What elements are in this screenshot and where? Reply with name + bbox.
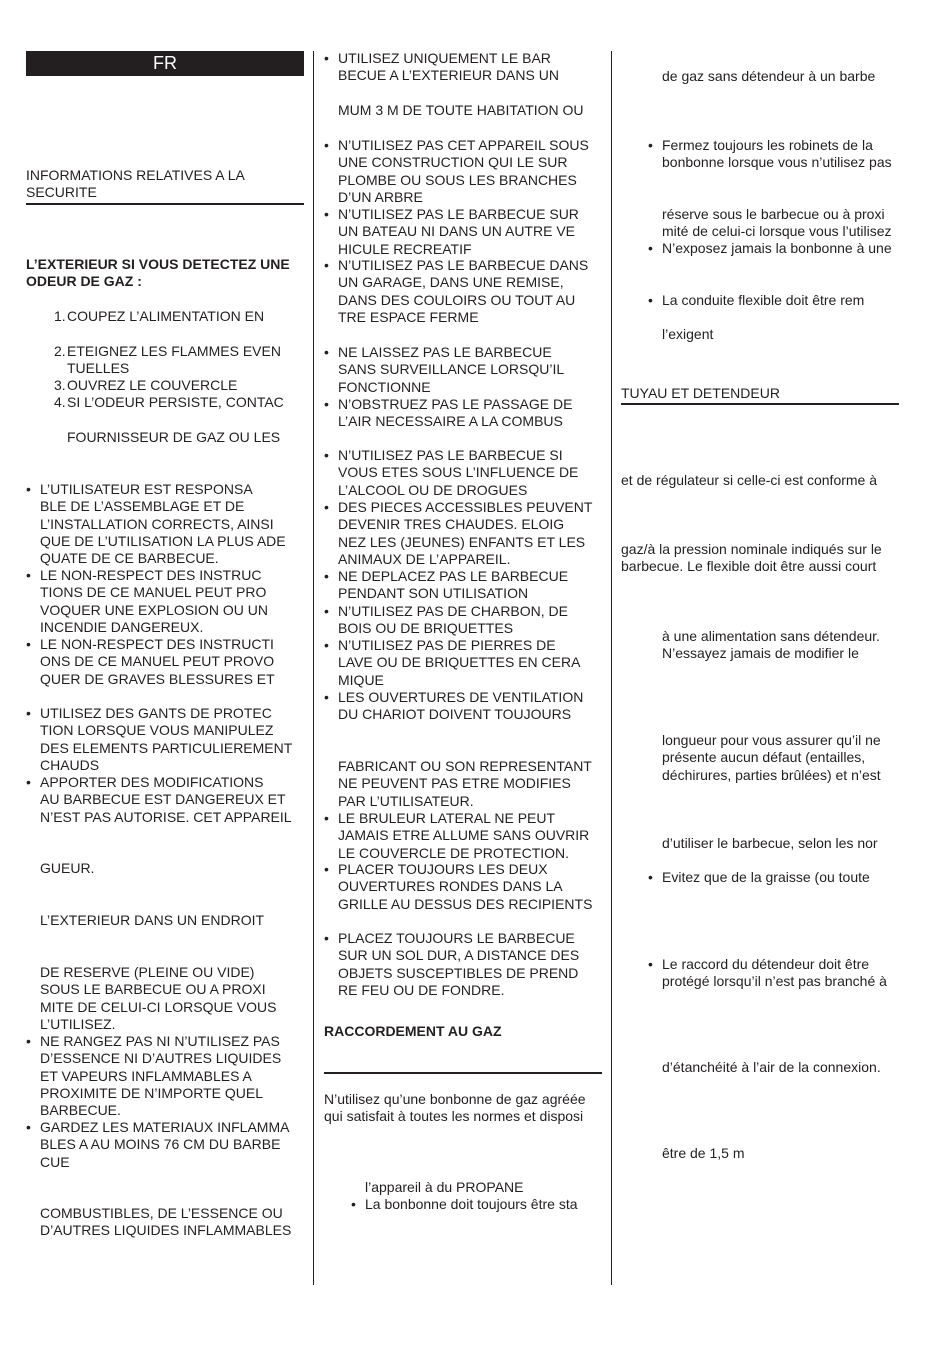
text-fragment: COMBUSTIBLES, DE L’ESSENCE OU D’AUTRES LIQUIDES INFLAMMABLES bbox=[40, 1205, 292, 1239]
safety-heading-rule bbox=[26, 203, 304, 205]
bullet-marker: • bbox=[26, 636, 31, 652]
bullet-text: N’UTILISEZ PAS LE BARBECUE SI VOUS ETES SOUS L’INFLUENCE DE L’ALCOOL OU DE DROGUES bbox=[338, 447, 579, 498]
text-fragment: L’EXTERIEUR DANS UN ENDROIT bbox=[40, 912, 265, 928]
bullet-marker: • bbox=[26, 774, 31, 790]
bullet-marker: • bbox=[324, 810, 329, 826]
bullet-text: N’UTILISEZ PAS CET APPAREIL SOUS UNE CONSTRUCTION QUI LE SUR PLOMBE OU SOUS LES BRANCHES D’UN ARBRE bbox=[338, 137, 589, 205]
bullet-item bbox=[324, 603, 602, 638]
bullet-marker: • bbox=[324, 257, 329, 273]
bullet-text: NE LAISSEZ PAS LE BARBECUE SANS SURVEILLANCE LORSQU’IL FONCTIONNE bbox=[338, 344, 565, 395]
bullet-text: Fermez toujours les robinets de la bonbonne lorsque vous n’utilisez pas bbox=[662, 137, 892, 171]
bullet-text: NE RANGEZ PAS NI N’UTILISEZ PAS D’ESSENCE NI D’AUTRES LIQUIDES ET VAPEURS INFLAMMABLES A PROXIMITE DE N’IMPORTE QUEL BARBECUE. bbox=[40, 1033, 282, 1119]
bullet-text: LE BRULEUR LATERAL NE PEUT JAMAIS ETRE ALLUME SANS OUVRIR LE COUVERCLE DE PROTECTION. bbox=[338, 810, 590, 861]
bullet-text: LES OUVERTURES DE VENTILATION DU CHARIOT DOIVENT TOUJOURS bbox=[338, 689, 584, 723]
bullet-item bbox=[648, 137, 900, 172]
step-number: 2. bbox=[54, 343, 66, 359]
bullet-item bbox=[26, 481, 304, 567]
text-fragment: l’exigent bbox=[662, 326, 714, 342]
step-text: SI L’ODEUR PERSISTE, CONTAC bbox=[67, 394, 284, 410]
bullet-marker: • bbox=[351, 1196, 356, 1212]
bullet-marker: • bbox=[324, 930, 329, 946]
bullet-item bbox=[324, 206, 602, 258]
bullet-item bbox=[324, 257, 602, 326]
bullet-item bbox=[324, 568, 602, 603]
text-fragment: réserve sous le barbecue ou à proxi mité de celui-ci lorsque vous l’utilisez bbox=[662, 206, 892, 240]
step-number: 1. bbox=[54, 308, 66, 324]
safety-heading: INFORMATIONS RELATIVES A LA SECURITE bbox=[26, 167, 245, 201]
bullet-item bbox=[351, 1196, 602, 1213]
step-text: ETEIGNEZ LES FLAMMES EVEN TUELLES bbox=[67, 343, 281, 377]
bullet-marker: • bbox=[648, 956, 653, 972]
bullet-text: N’UTILISEZ PAS LE BARBECUE SUR UN BATEAU NI DANS UN AUTRE VE HICULE RECREATIF bbox=[338, 206, 579, 257]
step-text: OUVREZ LE COUVERCLE bbox=[67, 377, 238, 393]
bullet-text: N’UTILISEZ PAS DE PIERRES DE LAVE OU DE BRIQUETTES EN CERA MIQUE bbox=[338, 637, 581, 688]
bullet-marker: • bbox=[26, 1033, 31, 1049]
bullet-text: APPORTER DES MODIFICATIONS AU BARBECUE EST DANGEREUX ET N’EST PAS AUTORISE. CET APPAREIL bbox=[40, 774, 292, 825]
bullet-item bbox=[324, 810, 602, 862]
text-fragment: GUEUR. bbox=[40, 860, 95, 876]
bullet-marker: • bbox=[324, 568, 329, 584]
bullet-text: GARDEZ LES MATERIAUX INFLAMMA BLES A AU MOINS 76 CM DU BARBE CUE bbox=[40, 1119, 290, 1170]
hose-regulator-rule bbox=[621, 403, 899, 405]
bullet-item bbox=[26, 705, 304, 774]
bullet-marker: • bbox=[648, 137, 653, 153]
bullet-text: NE DEPLACEZ PAS LE BARBECUE PENDANT SON UTILISATION bbox=[338, 568, 569, 602]
bullet-marker: • bbox=[26, 1119, 31, 1135]
bullet-item bbox=[324, 637, 602, 689]
bullet-text: PLACER TOUJOURS LES DEUX OUVERTURES RONDES DANS LA GRILLE AU DESSUS DES RECIPIENTS bbox=[338, 861, 593, 912]
bullet-item bbox=[648, 869, 900, 886]
step-text: COUPEZ L’ALIMENTATION EN bbox=[67, 308, 265, 324]
bullet-text: L’UTILISATEUR EST RESPONSA BLE DE L’ASSEMBLAGE ET DE L’INSTALLATION CORRECTS, AINSI QUE DE L’UTILISATION LA PLUS ADE QUATE DE CE BARBECUE. bbox=[40, 481, 286, 567]
text-fragment: DE RESERVE (PLEINE OU VIDE) SOUS LE BARBECUE OU A PROXI MITE DE CELUI-CI LORSQUE VOUS L’UTILISEZ. bbox=[40, 964, 277, 1032]
bullet-item bbox=[324, 861, 602, 913]
gas-connection-rule bbox=[324, 1072, 602, 1074]
bullet-text: DES PIECES ACCESSIBLES PEUVENT DEVENIR TRES CHAUDES. ELOIG NEZ LES (JEUNES) ENFANTS ET LES ANIMAUX DE L’APPAREIL. bbox=[338, 499, 593, 567]
bullet-marker: • bbox=[26, 481, 31, 497]
bullet-text: Evitez que de la graisse (ou toute bbox=[662, 869, 870, 885]
bullet-text: Le raccord du détendeur doit être protégé lorsqu’il n’est pas branché à bbox=[662, 956, 887, 990]
bullet-text: La conduite flexible doit être rem bbox=[662, 292, 865, 308]
text-fragment: de gaz sans détendeur à un barbe bbox=[662, 68, 876, 84]
step-number: 3. bbox=[54, 377, 66, 393]
bullet-text: LE NON-RESPECT DES INSTRUC TIONS DE CE MANUEL PEUT PRO VOQUER UNE EXPLOSION OU UN INCENDIE DANGEREUX. bbox=[40, 567, 268, 635]
bullet-marker: • bbox=[324, 603, 329, 619]
bullet-marker: • bbox=[648, 292, 653, 308]
bullet-item bbox=[324, 930, 602, 999]
column-divider-2 bbox=[611, 51, 612, 1285]
gas-connection-heading: RACCORDEMENT AU GAZ bbox=[324, 1023, 502, 1039]
text-fragment: l’appareil à du PROPANE bbox=[365, 1179, 524, 1195]
bullet-item bbox=[26, 1033, 304, 1119]
bullet-text: UTILISEZ DES GANTS DE PROTEC TION LORSQUE VOUS MANIPULEZ DES ELEMENTS PARTICULIEREMENT CHAUDS bbox=[40, 705, 293, 773]
bullet-item bbox=[324, 396, 602, 431]
language-tag: FR bbox=[26, 51, 304, 76]
bullet-item bbox=[26, 774, 304, 826]
bullet-marker: • bbox=[324, 396, 329, 412]
text-fragment: et de régulateur si celle-ci est conforme à bbox=[621, 472, 878, 488]
text-fragment: FABRICANT OU SON REPRESENTANT NE PEUVENT PAS ETRE MODIFIES PAR L’UTILISATEUR. bbox=[338, 758, 592, 809]
bullet-text: PLACEZ TOUJOURS LE BARBECUE SUR UN SOL DUR, A DISTANCE DES OBJETS SUSCEPTIBLES DE PREND RE FEU OU DE FONDRE. bbox=[338, 930, 580, 998]
text-fragment: à une alimentation sans détendeur. N’essayez jamais de modifier le bbox=[662, 628, 880, 662]
bullet-text: LE NON-RESPECT DES INSTRUCTI ONS DE CE MANUEL PEUT PROVO QUER DE GRAVES BLESSURES ET bbox=[40, 636, 275, 687]
bullet-text: N’exposez jamais la bonbonne à une bbox=[662, 240, 892, 256]
bullet-marker: • bbox=[324, 137, 329, 153]
bullet-item bbox=[324, 689, 602, 724]
bullet-text: UTILISEZ UNIQUEMENT LE BAR BECUE A L’EXTERIEUR DANS UN bbox=[338, 50, 559, 84]
text-fragment: d’utiliser le barbecue, selon les nor bbox=[662, 835, 878, 851]
bullet-marker: • bbox=[324, 344, 329, 360]
hose-regulator-heading: TUYAU ET DETENDEUR bbox=[621, 385, 780, 401]
bullet-marker: • bbox=[324, 861, 329, 877]
bullet-marker: • bbox=[26, 567, 31, 583]
bullet-marker: • bbox=[324, 447, 329, 463]
text-fragment: longueur pour vous assurer qu’il ne présente aucun défaut (entailles, déchirures, parties brûlées) et n’est bbox=[662, 732, 881, 783]
bullet-item bbox=[324, 499, 602, 568]
step-continuation: FOURNISSEUR DE GAZ OU LES bbox=[67, 429, 281, 445]
bullet-item bbox=[648, 956, 900, 991]
bullet-marker: • bbox=[324, 206, 329, 222]
gas-odor-lead: L’EXTERIEUR SI VOUS DETECTEZ UNE ODEUR DE GAZ : bbox=[26, 256, 290, 290]
bullet-item bbox=[648, 292, 900, 309]
bullet-marker: • bbox=[324, 637, 329, 653]
bullet-text: N’UTILISEZ PAS DE CHARBON, DE BOIS OU DE BRIQUETTES bbox=[338, 603, 569, 637]
bullet-item bbox=[26, 1119, 304, 1171]
column-divider-1 bbox=[313, 51, 314, 1285]
text-fragment: être de 1,5 m bbox=[662, 1145, 745, 1161]
bullet-item bbox=[324, 137, 602, 206]
bullet-item bbox=[324, 447, 602, 499]
bullet-marker: • bbox=[324, 499, 329, 515]
text-fragment: MUM 3 M DE TOUTE HABITATION OU bbox=[338, 102, 584, 118]
bullet-item bbox=[324, 50, 602, 85]
bullet-text: La bonbonne doit toujours être sta bbox=[365, 1196, 578, 1212]
paragraph: N’utilisez qu’une bonbonne de gaz agréée qui satisfait à toutes les normes et disposi bbox=[324, 1091, 586, 1125]
bullet-marker: • bbox=[648, 869, 653, 885]
bullet-item bbox=[648, 240, 900, 257]
text-fragment: d’étanchéité à l’air de la connexion. bbox=[662, 1059, 881, 1075]
bullet-marker: • bbox=[324, 689, 329, 705]
bullet-text: N’UTILISEZ PAS LE BARBECUE DANS UN GARAGE, DANS UNE REMISE, DANS DES COULOIRS OU TOUT AU TRE ESPACE FERME bbox=[338, 257, 589, 325]
bullet-marker: • bbox=[26, 705, 31, 721]
bullet-text: N’OBSTRUEZ PAS LE PASSAGE DE L’AIR NECESSAIRE A LA COMBUS bbox=[338, 396, 573, 430]
bullet-item bbox=[324, 344, 602, 396]
bullet-marker: • bbox=[648, 240, 653, 256]
bullet-item bbox=[26, 567, 304, 636]
bullet-item bbox=[26, 636, 304, 688]
bullet-marker: • bbox=[324, 50, 329, 66]
text-fragment: gaz/à la pression nominale indiqués sur le barbecue. Le flexible doit être aussi court bbox=[621, 541, 882, 575]
step-number: 4. bbox=[54, 394, 66, 410]
